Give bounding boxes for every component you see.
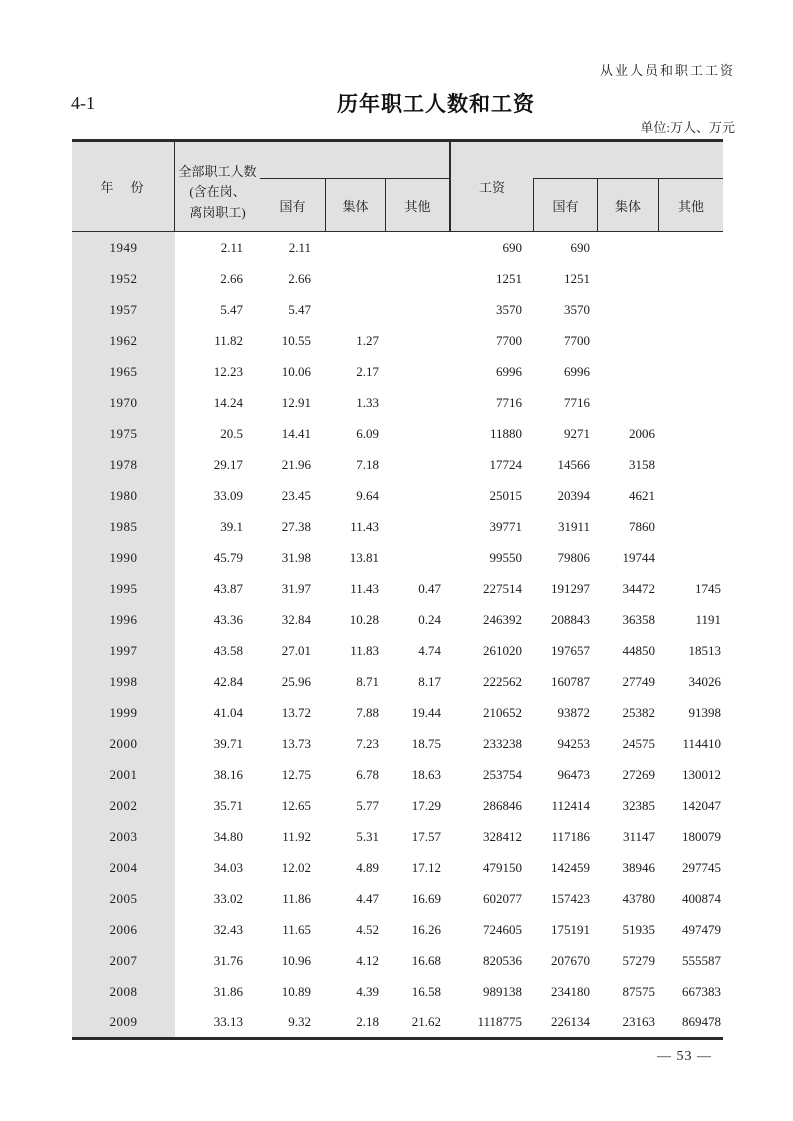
year-cell: 1970 [72, 387, 175, 418]
value-cell: 12.02 [281, 859, 311, 875]
value-cell: 13.81 [349, 549, 379, 565]
value-cell [385, 418, 449, 449]
value-cell [658, 263, 723, 294]
table-number: 4-1 [71, 93, 95, 113]
value-cell [597, 232, 658, 263]
value-cell: 43.87 [213, 580, 243, 596]
value-cell: 233238 [483, 735, 522, 751]
value-cell: 8.71 [356, 673, 379, 689]
year-cell: 1995 [72, 573, 175, 604]
table-row [72, 387, 723, 418]
value-cell: 91398 [688, 704, 721, 720]
value-cell: 38.16 [213, 766, 243, 782]
header-wage-state: 国有 [533, 178, 597, 231]
year-cell: 2005 [72, 883, 175, 914]
value-cell: 79806 [557, 549, 590, 565]
value-cell: 34472 [622, 580, 655, 596]
value-cell [385, 387, 449, 418]
value-cell: 1251 [564, 270, 590, 286]
value-cell: 11.92 [282, 828, 311, 844]
value-cell: 9271 [564, 425, 590, 441]
value-cell [385, 356, 449, 387]
value-cell: 191297 [551, 580, 590, 596]
value-cell: 31911 [557, 518, 590, 534]
value-cell: 5.47 [220, 301, 243, 317]
year-cell: 2000 [72, 728, 175, 759]
value-cell [325, 263, 385, 294]
value-cell: 51935 [622, 921, 655, 937]
value-cell: 16.69 [411, 890, 441, 906]
table-row [72, 232, 723, 263]
table-body-table [72, 232, 723, 1040]
value-cell [658, 542, 723, 573]
value-cell: 17.12 [411, 859, 441, 875]
year-cell: 1957 [72, 294, 175, 325]
value-cell: 117186 [551, 828, 590, 844]
value-cell [597, 294, 658, 325]
value-cell: 7.23 [356, 735, 379, 751]
value-cell: 11.43 [350, 580, 379, 596]
header-wage-collective: 集体 [597, 178, 658, 231]
table-row [72, 945, 723, 976]
value-cell [385, 449, 449, 480]
value-cell: 18.75 [411, 735, 441, 751]
value-cell: 38946 [622, 859, 655, 875]
value-cell: 25382 [622, 704, 655, 720]
value-cell: 21.96 [281, 456, 311, 472]
value-cell: 5.47 [288, 301, 311, 317]
table-row [72, 790, 723, 821]
value-cell: 25.96 [281, 673, 311, 689]
value-cell: 7716 [496, 394, 522, 410]
value-cell: 33.02 [213, 890, 243, 906]
value-cell: 207670 [551, 952, 590, 968]
value-cell: 724605 [483, 921, 522, 937]
value-cell: 31.86 [213, 983, 243, 999]
table-row [72, 914, 723, 945]
table-row [72, 976, 723, 1007]
value-cell: 19744 [622, 549, 655, 565]
value-cell [385, 325, 449, 356]
value-cell: 690 [502, 239, 522, 255]
value-cell: 41.04 [213, 704, 243, 720]
value-cell: 13.73 [281, 735, 311, 751]
year-cell: 2007 [72, 945, 175, 976]
value-cell: 2.66 [220, 270, 243, 286]
value-cell: 31.97 [281, 580, 311, 596]
value-cell: 9.32 [288, 1013, 311, 1029]
value-cell: 7700 [564, 332, 590, 348]
value-cell: 253754 [483, 766, 522, 782]
table-row [72, 511, 723, 542]
value-cell [385, 542, 449, 573]
value-cell: 87575 [622, 983, 655, 999]
year-cell: 2004 [72, 852, 175, 883]
value-cell: 93872 [557, 704, 590, 720]
table-row [72, 480, 723, 511]
value-cell: 226134 [551, 1013, 590, 1029]
value-cell: 6996 [564, 363, 590, 379]
table-row [72, 852, 723, 883]
value-cell: 10.89 [281, 983, 311, 999]
value-cell: 1.27 [356, 332, 379, 348]
value-cell: 222562 [483, 673, 522, 689]
year-cell: 2003 [72, 821, 175, 852]
value-cell: 142047 [682, 797, 721, 813]
year-cell: 1996 [72, 604, 175, 635]
value-cell: 19.44 [411, 704, 441, 720]
table-row [72, 325, 723, 356]
table-row [72, 263, 723, 294]
year-cell: 1990 [72, 542, 175, 573]
header-people-line3: 离岗职工) [189, 204, 246, 220]
value-cell: 7860 [629, 518, 655, 534]
value-cell: 39771 [489, 518, 522, 534]
value-cell: 1251 [496, 270, 522, 286]
value-cell: 142459 [551, 859, 590, 875]
table-row [72, 759, 723, 790]
value-cell: 7.88 [356, 704, 379, 720]
value-cell: 7716 [564, 394, 590, 410]
value-cell: 33.09 [213, 487, 243, 503]
value-cell: 112414 [551, 797, 590, 813]
value-cell: 12.23 [213, 363, 243, 379]
table-header [72, 139, 723, 232]
value-cell: 261020 [483, 642, 522, 658]
value-cell: 7700 [496, 332, 522, 348]
value-cell: 11.43 [350, 518, 379, 534]
value-cell: 16.68 [411, 952, 441, 968]
value-cell [385, 294, 449, 325]
value-cell: 2.66 [288, 270, 311, 286]
value-cell: 820536 [483, 952, 522, 968]
value-cell: 14566 [557, 456, 590, 472]
year-cell: 2002 [72, 790, 175, 821]
value-cell: 17.57 [411, 828, 441, 844]
value-cell: 1118775 [477, 1013, 522, 1029]
value-cell: 4621 [629, 487, 655, 503]
value-cell: 96473 [557, 766, 590, 782]
value-cell: 234180 [551, 983, 590, 999]
header-people-line2: (含在岗、 [189, 184, 246, 200]
year-cell: 1949 [72, 232, 175, 263]
table-row [72, 883, 723, 914]
value-cell: 17724 [489, 456, 522, 472]
value-cell: 27.38 [281, 518, 311, 534]
value-cell: 0.47 [418, 580, 441, 596]
year-cell: 1952 [72, 263, 175, 294]
value-cell: 33.13 [213, 1013, 243, 1029]
value-cell: 18513 [688, 642, 721, 658]
value-cell: 14.41 [281, 425, 311, 441]
header-wage-group: 工资 [449, 142, 533, 231]
value-cell: 20.5 [220, 425, 243, 441]
value-cell: 328412 [483, 828, 522, 844]
header-filler-left [260, 142, 449, 178]
value-cell [658, 232, 723, 263]
value-cell: 31.98 [281, 549, 311, 565]
value-cell: 989138 [483, 983, 522, 999]
value-cell: 4.74 [418, 642, 441, 658]
table-body [72, 232, 723, 1038]
value-cell: 208843 [551, 611, 590, 627]
value-cell: 43.36 [213, 611, 243, 627]
value-cell: 25015 [489, 487, 522, 503]
value-cell: 27749 [622, 673, 655, 689]
value-cell: 10.96 [281, 952, 311, 968]
running-head: 从业人员和职工工资 [599, 63, 735, 78]
value-cell: 18.63 [411, 766, 441, 782]
table-row [72, 418, 723, 449]
value-cell: 197657 [551, 642, 590, 658]
value-cell: 4.12 [356, 952, 379, 968]
value-cell: 44850 [622, 642, 655, 658]
header-year: 年 份 [72, 142, 175, 231]
year-cell: 1999 [72, 697, 175, 728]
value-cell: 210652 [483, 704, 522, 720]
header-wage-other: 其他 [658, 178, 723, 231]
value-cell: 43.58 [213, 642, 243, 658]
value-cell: 24575 [622, 735, 655, 751]
value-cell: 555587 [682, 952, 721, 968]
year-cell: 1997 [72, 635, 175, 666]
table-row [72, 635, 723, 666]
value-cell [658, 294, 723, 325]
value-cell: 43780 [622, 890, 655, 906]
value-cell: 602077 [483, 890, 522, 906]
value-cell: 297745 [682, 859, 721, 875]
year-cell: 1978 [72, 449, 175, 480]
value-cell [658, 325, 723, 356]
value-cell: 2.11 [288, 239, 311, 255]
value-cell: 23.45 [281, 487, 311, 503]
value-cell: 34.80 [213, 828, 243, 844]
table-row [72, 728, 723, 759]
value-cell: 39.71 [213, 735, 243, 751]
page-number: — 53 — [657, 1049, 712, 1064]
header-people-collective: 集体 [325, 178, 385, 231]
value-cell: 10.55 [281, 332, 311, 348]
value-cell: 497479 [682, 921, 721, 937]
value-cell: 869478 [682, 1013, 721, 1029]
year-cell: 1965 [72, 356, 175, 387]
table-row [72, 542, 723, 573]
value-cell: 34.03 [213, 859, 243, 875]
value-cell: 160787 [551, 673, 590, 689]
year-cell: 1980 [72, 480, 175, 511]
value-cell [385, 480, 449, 511]
value-cell [658, 449, 723, 480]
table-row [72, 697, 723, 728]
header-filler-right [533, 142, 723, 178]
year-cell: 1985 [72, 511, 175, 542]
value-cell: 3570 [496, 301, 522, 317]
value-cell: 31147 [622, 828, 655, 844]
year-cell: 1962 [72, 325, 175, 356]
value-cell: 13.72 [281, 704, 311, 720]
value-cell: 11.65 [282, 921, 311, 937]
value-cell: 11.83 [350, 642, 379, 658]
value-cell: 94253 [557, 735, 590, 751]
year-cell: 2006 [72, 914, 175, 945]
year-cell: 2001 [72, 759, 175, 790]
value-cell: 32.43 [213, 921, 243, 937]
value-cell: 42.84 [213, 673, 243, 689]
value-cell [325, 294, 385, 325]
value-cell: 34026 [688, 673, 721, 689]
value-cell: 12.65 [281, 797, 311, 813]
header-people-state: 国有 [260, 178, 325, 231]
value-cell: 2.11 [220, 239, 243, 255]
value-cell: 36358 [622, 611, 655, 627]
value-cell [658, 387, 723, 418]
header-people-other: 其他 [385, 178, 449, 231]
year-cell: 1975 [72, 418, 175, 449]
table-row [72, 449, 723, 480]
value-cell: 130012 [682, 766, 721, 782]
value-cell: 27.01 [281, 642, 311, 658]
value-cell [597, 263, 658, 294]
table-row [72, 573, 723, 604]
value-cell: 10.06 [281, 363, 311, 379]
value-cell: 8.17 [418, 673, 441, 689]
value-cell: 2006 [629, 425, 655, 441]
value-cell [325, 232, 385, 263]
value-cell [385, 263, 449, 294]
value-cell: 0.24 [418, 611, 441, 627]
header-people-group [175, 142, 260, 231]
value-cell: 667383 [682, 983, 721, 999]
value-cell: 21.62 [411, 1013, 441, 1029]
value-cell [385, 232, 449, 263]
year-cell: 2008 [72, 976, 175, 1007]
value-cell: 45.79 [213, 549, 243, 565]
value-cell: 6.09 [356, 425, 379, 441]
value-cell: 5.77 [356, 797, 379, 813]
value-cell: 175191 [551, 921, 590, 937]
value-cell: 12.91 [281, 394, 311, 410]
value-cell [658, 511, 723, 542]
value-cell: 32385 [622, 797, 655, 813]
value-cell: 3158 [629, 456, 655, 472]
value-cell: 114410 [682, 735, 721, 751]
value-cell [658, 418, 723, 449]
value-cell: 690 [570, 239, 590, 255]
value-cell: 57279 [622, 952, 655, 968]
value-cell [597, 356, 658, 387]
value-cell [658, 356, 723, 387]
value-cell: 6.78 [356, 766, 379, 782]
table-row [72, 294, 723, 325]
unit-note: 单位:万人、万元 [640, 120, 735, 135]
value-cell: 479150 [483, 859, 522, 875]
value-cell: 35.71 [213, 797, 243, 813]
value-cell: 246392 [483, 611, 522, 627]
value-cell: 99550 [489, 549, 522, 565]
value-cell: 7.18 [356, 456, 379, 472]
table-row [72, 604, 723, 635]
value-cell: 10.28 [349, 611, 379, 627]
value-cell [597, 387, 658, 418]
value-cell: 27269 [622, 766, 655, 782]
page-title: 历年职工人数和工资 [337, 92, 535, 116]
value-cell: 11.82 [214, 332, 243, 348]
value-cell: 11.86 [282, 890, 311, 906]
value-cell [385, 511, 449, 542]
value-cell: 14.24 [213, 394, 243, 410]
value-cell: 29.17 [213, 456, 243, 472]
value-cell: 4.89 [356, 859, 379, 875]
value-cell: 157423 [551, 890, 590, 906]
value-cell: 1191 [695, 611, 721, 627]
table-row [72, 1007, 723, 1038]
value-cell: 4.47 [356, 890, 379, 906]
statistics-table [72, 139, 723, 1040]
value-cell: 2.18 [356, 1013, 379, 1029]
value-cell: 3570 [564, 301, 590, 317]
value-cell: 1745 [695, 580, 721, 596]
value-cell: 227514 [483, 580, 522, 596]
value-cell: 9.64 [356, 487, 379, 503]
value-cell: 31.76 [213, 952, 243, 968]
value-cell: 23163 [622, 1013, 655, 1029]
year-cell: 2009 [72, 1007, 175, 1038]
value-cell: 2.17 [356, 363, 379, 379]
value-cell: 400874 [682, 890, 721, 906]
value-cell: 16.58 [411, 983, 441, 999]
value-cell: 17.29 [411, 797, 441, 813]
value-cell: 20394 [557, 487, 590, 503]
header-people-line1: 全部职工人数 [178, 164, 257, 180]
value-cell: 4.39 [356, 983, 379, 999]
value-cell: 32.84 [281, 611, 311, 627]
value-cell: 5.31 [356, 828, 379, 844]
value-cell [597, 325, 658, 356]
table-row [72, 356, 723, 387]
value-cell: 4.52 [356, 921, 379, 937]
value-cell: 11880 [489, 425, 522, 441]
value-cell: 6996 [496, 363, 522, 379]
value-cell: 180079 [682, 828, 721, 844]
table-row [72, 821, 723, 852]
table-row [72, 666, 723, 697]
value-cell: 12.75 [281, 766, 311, 782]
value-cell [658, 480, 723, 511]
value-cell: 39.1 [220, 518, 243, 534]
value-cell: 1.33 [356, 394, 379, 410]
value-cell: 286846 [483, 797, 522, 813]
year-cell: 1998 [72, 666, 175, 697]
value-cell: 16.26 [411, 921, 441, 937]
